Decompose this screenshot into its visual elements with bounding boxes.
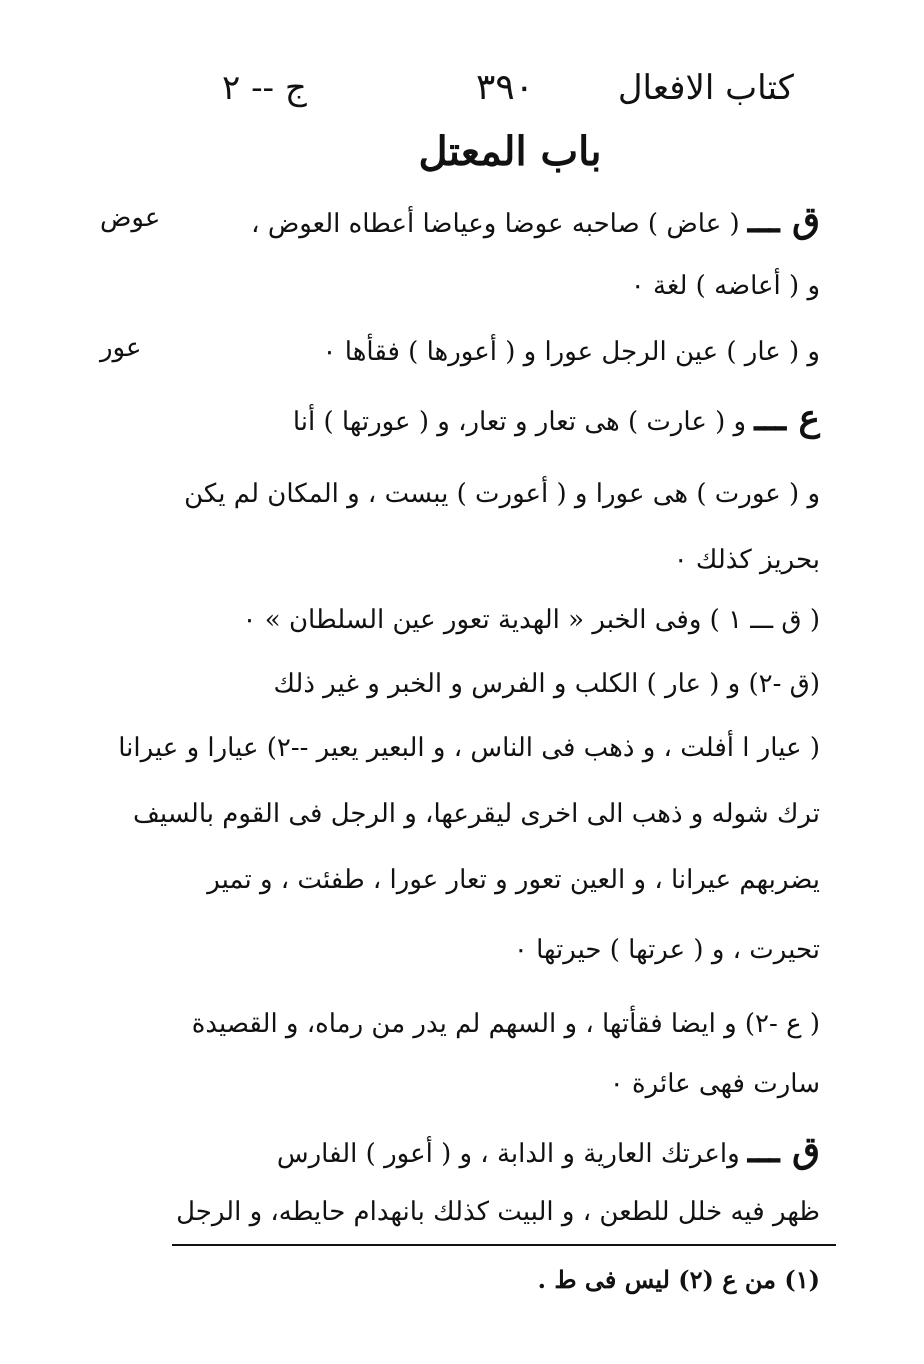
line-text: واعرتك العارية و الدابة ، و ( أعور ) الفارس xyxy=(276,1139,748,1169)
chapter-title: باب المعتل xyxy=(418,128,602,175)
line-text: و ( عار ) عين الرجل عورا و ( أعورها ) فقأها ٠ xyxy=(322,337,820,367)
margin-root-word: عور xyxy=(100,333,142,363)
line-text: و ( عارت ) هى تعار و تعار، و ( عورتها ) أنا xyxy=(292,407,755,437)
text-line xyxy=(186,1130,820,1174)
volume-label: ج -- ٢ xyxy=(222,68,307,108)
line-text: تحيرت ، و ( عرتها ) حيرتها ٠ xyxy=(513,935,820,965)
text-line xyxy=(186,860,820,900)
text-line xyxy=(176,1192,820,1232)
line-text: ظهر فيه خلل للطعن ، و البيت كذلك بانهدام حايطه، و الرجل xyxy=(176,1197,820,1227)
text-line xyxy=(118,728,820,768)
source-siglum: ق ـــ xyxy=(747,1129,820,1171)
line-text: سارت فهى عائرة ٠ xyxy=(609,1069,820,1099)
line-text: ترك شوله و ذهب الى اخرى ليقرعها، و الرجل فى القوم بالسيف xyxy=(132,799,820,829)
running-head-book-title: كتاب الافعال xyxy=(617,68,794,108)
text-line xyxy=(186,474,820,514)
text-line xyxy=(186,930,820,970)
source-siglum: ع ـــ xyxy=(754,397,820,439)
margin-root-word: عوض xyxy=(100,203,161,233)
line-text: ( ع -٢) و ايضا فقأتها ، و السهم لم يدر من رماه، و القصيدة xyxy=(191,1009,820,1039)
line-text: و ( أعاضه ) لغة ٠ xyxy=(630,271,820,301)
page-number: ٣٩٠ xyxy=(476,67,535,108)
source-siglum: ق ـــ xyxy=(747,199,820,241)
text-line xyxy=(186,266,820,306)
footnote-separator xyxy=(172,1244,836,1246)
text-line xyxy=(186,1004,820,1044)
text-line xyxy=(186,200,820,244)
line-text: يضربهم عيرانا ، و العين تعور و تعار عورا ، طفئت ، و تمير xyxy=(207,865,820,895)
line-text: بحريز كذلك ٠ xyxy=(673,545,820,575)
line-text: ( عيار ا أفلت ، و ذهب فى الناس ، و البعير يعير --٢) عيارا و عيرانا xyxy=(118,733,820,763)
text-line xyxy=(186,540,820,580)
text-line xyxy=(186,600,820,640)
footnote: (١) من ع (٢) ليس فى ط . xyxy=(537,1265,820,1294)
line-text: ( ق ـــ ١ ) وفى الخبر « الهدية تعور عين السلطان » ٠ xyxy=(242,605,820,635)
line-text: (ق -٢) و ( عار ) الكلب و الفرس و الخبر و غير ذلك xyxy=(273,669,820,699)
text-line xyxy=(132,794,820,834)
text-line xyxy=(186,664,820,704)
line-text: ( عاض ) صاحبه عوضا وعياضا أعطاه العوض ، xyxy=(251,209,748,239)
line-text: و ( عورت ) هى عورا و ( أعورت ) يبست ، و المكان لم يكن xyxy=(184,479,820,509)
text-line xyxy=(186,398,820,442)
text-line xyxy=(186,332,820,372)
text-line xyxy=(186,1064,820,1104)
